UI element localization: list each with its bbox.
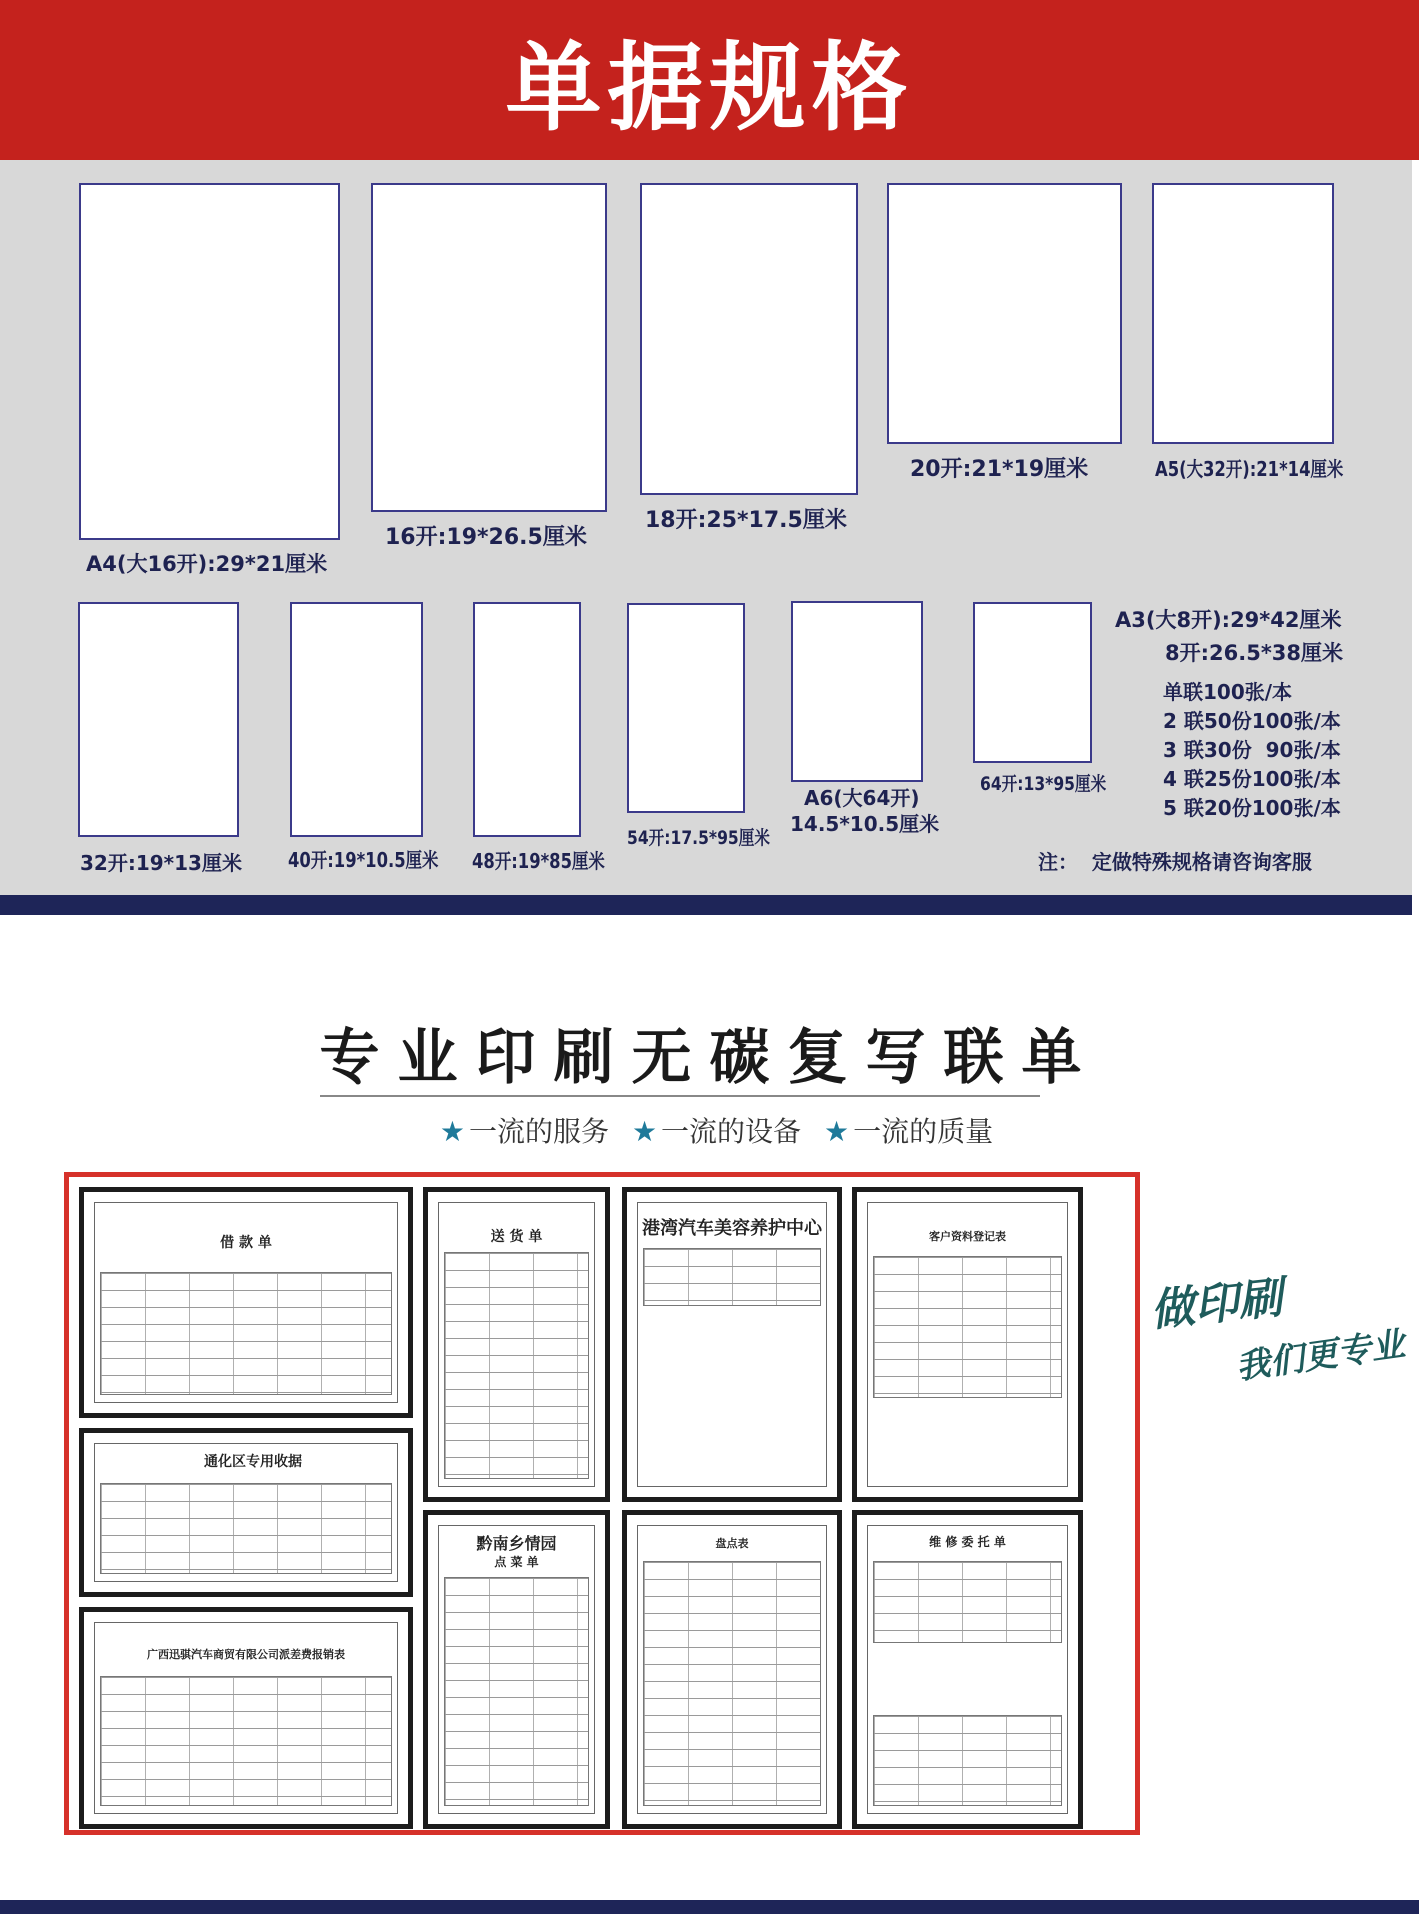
form-customer-title: 客户资料登记表 — [929, 1230, 1006, 1243]
form-repair-title: 维 修 委 托 单 — [929, 1535, 1006, 1549]
form-loan — [79, 1187, 413, 1418]
sheet-a4 — [79, 183, 340, 540]
sheet-64k — [973, 602, 1092, 763]
star-icon: ★ — [631, 1115, 658, 1148]
sheet-48k — [473, 602, 581, 837]
label-32k: 32开:19*13厘米 — [80, 851, 242, 875]
feature-list — [0, 1110, 1419, 1150]
label-18k: 18开:25*17.5厘米 — [645, 508, 847, 533]
sheet-40k — [290, 602, 423, 837]
qty-line-3: 3 联30份 90张/本 — [1163, 738, 1341, 762]
qty-line-2: 2 联50份100张/本 — [1163, 709, 1341, 733]
feature-3: 一流的质量 — [853, 1115, 994, 1148]
feature-1: 一流的服务 — [469, 1115, 610, 1148]
sheet-a5 — [1152, 183, 1334, 444]
form-expense — [79, 1607, 413, 1829]
info-8k: 8开:26.5*38厘米 — [1165, 641, 1344, 665]
form-inventory-title: 盘点表 — [715, 1537, 749, 1550]
section-title-rule — [320, 1095, 1040, 1097]
sheet-32k — [78, 602, 239, 837]
custom-size-note: 注： 定做特殊规格请咨询客服 — [1038, 850, 1312, 874]
form-inventory — [622, 1510, 842, 1829]
form-delivery-title: 送 货 单 — [490, 1229, 543, 1245]
label-40k: 40开:19*10.5厘米 — [288, 848, 439, 872]
form-receipt-title: 通化区专用收据 — [204, 1454, 302, 1470]
form-order — [423, 1510, 610, 1829]
star-icon: ★ — [439, 1115, 466, 1148]
label-20k: 20开:21*19厘米 — [910, 457, 1089, 482]
page-title: 单据规格 — [505, 31, 914, 144]
label-16k: 16开:19*26.5厘米 — [385, 525, 587, 550]
qty-line-1: 单联100张/本 — [1163, 680, 1293, 704]
header-banner — [0, 0, 1419, 160]
label-54k: 54开:17.5*95厘米 — [627, 827, 770, 849]
label-a5: A5(大32开):21*14厘米 — [1155, 457, 1344, 481]
form-order-subtitle: 点 菜 单 — [494, 1555, 539, 1569]
label-a6-line1: A6(大64开) — [804, 786, 920, 810]
sheet-20k — [887, 183, 1122, 444]
sheet-16k — [371, 183, 607, 512]
feature-2: 一流的设备 — [661, 1115, 802, 1148]
info-a3: A3(大8开):29*42厘米 — [1115, 608, 1342, 632]
form-car-care — [622, 1187, 842, 1502]
form-customer — [852, 1187, 1083, 1502]
label-a4: A4(大16开):29*21厘米 — [86, 552, 328, 576]
label-64k: 64开:13*95厘米 — [980, 773, 1107, 795]
form-expense-title: 广西迅骐汽车商贸有限公司派差费报销表 — [147, 1648, 345, 1661]
sample-forms-frame — [64, 1172, 1140, 1835]
slogan-line-2: 我们更专业 — [1233, 1324, 1408, 1388]
form-repair — [852, 1510, 1083, 1829]
qty-line-5: 5 联20份100张/本 — [1163, 796, 1341, 820]
section-title: 专业印刷无碳复写联单 — [319, 1023, 1100, 1093]
slogan-line-1: 做印刷 — [1148, 1272, 1285, 1337]
form-delivery — [423, 1187, 610, 1502]
form-loan-title: 借 款 单 — [220, 1235, 272, 1251]
sheet-54k — [627, 603, 745, 813]
star-icon: ★ — [823, 1115, 850, 1148]
bottom-stripe — [0, 1900, 1419, 1914]
label-a6-line2: 14.5*10.5厘米 — [790, 812, 940, 836]
divider-stripe — [0, 895, 1412, 915]
label-48k: 48开:19*85厘米 — [472, 849, 605, 873]
sheet-a6 — [791, 601, 923, 782]
sheet-18k — [640, 183, 858, 495]
form-order-title: 黔南乡情园 — [476, 1534, 557, 1553]
form-receipt — [79, 1428, 413, 1597]
form-car-care-title: 港湾汽车美容养护中心 — [642, 1218, 822, 1239]
qty-line-4: 4 联25份100张/本 — [1163, 767, 1341, 791]
